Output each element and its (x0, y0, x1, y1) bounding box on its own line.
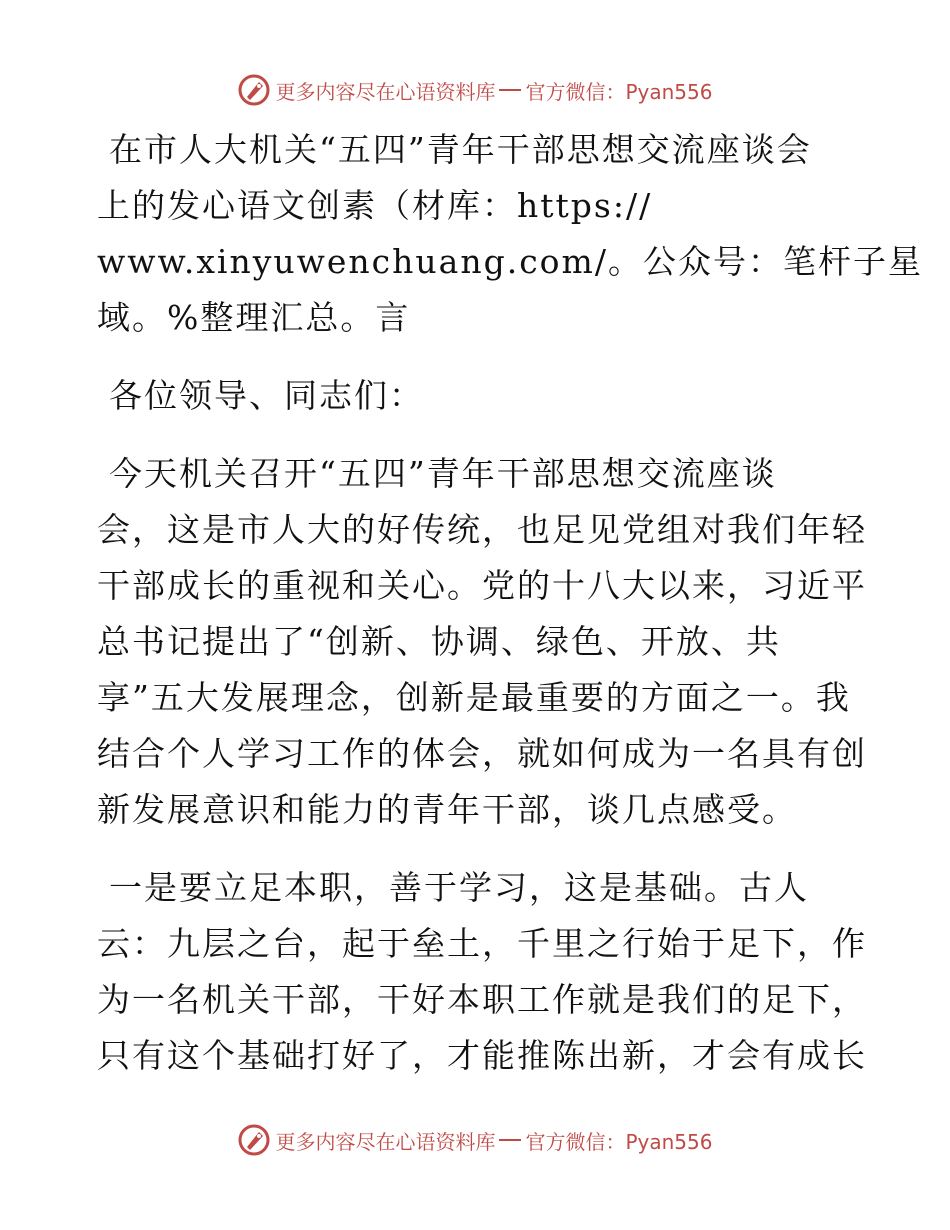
paragraph-line: 今天机关召开“五四”青年干部思想交流座谈 (109, 454, 777, 493)
paragraph-2 (97, 860, 867, 1084)
pen-nib-logo-icon (237, 73, 271, 107)
greeting (97, 368, 857, 424)
document-body (97, 122, 923, 1106)
watermark-separator (499, 89, 521, 91)
paragraph-line: 云：九层之台，起于垒土，千里之行始于足下，作 (97, 924, 867, 963)
greeting-line: 各位领导、同志们： (109, 376, 424, 415)
paragraph-line: 干部成长的重视和关心。党的十八大以来，习近平 (97, 566, 867, 605)
title-line: 上的发心语文创素（材库：https:// (97, 186, 653, 225)
title-line: 在市人大机关“五四”青年干部思想交流座谈会 (109, 130, 812, 169)
paragraph-1 (97, 446, 867, 838)
paragraph-line: 结合个人学习工作的体会，就如何成为一名具有创 (97, 734, 867, 773)
watermark-site-text: 更多内容尽在心语资料库 (275, 1129, 496, 1154)
paragraph-line: 总书记提出了“创新、协调、绿色、开放、共 (97, 622, 781, 661)
title-line: www.xinyuwenchuang.com/。公众号：笔杆子星 (97, 242, 923, 281)
paragraph-line: 一是要立足本职，善于学习，这是基础。古人 (109, 868, 809, 907)
pen-nib-logo-icon (237, 1123, 271, 1157)
paragraph-line: 享”五大发展理念，创新是最重要的方面之一。我 (97, 678, 851, 717)
watermark-banner-top (0, 70, 950, 110)
document-title (97, 122, 923, 346)
paragraph-line: 会，这是市人大的好传统，也足见党组对我们年轻 (97, 510, 867, 549)
paragraph-line: 新发展意识和能力的青年干部，谈几点感受。 (97, 790, 797, 829)
title-line: 域。%整理汇总。言 (97, 298, 411, 337)
watermark-separator (499, 1139, 521, 1141)
watermark-wechat-text: 官方微信：Pyan556 (525, 79, 713, 104)
watermark-banner-bottom (0, 1120, 950, 1160)
watermark-wechat-text: 官方微信：Pyan556 (525, 1129, 713, 1154)
paragraph-line: 只有这个基础打好了，才能推陈出新，才会有成长 (97, 1036, 867, 1075)
paragraph-line: 为一名机关干部，干好本职工作就是我们的足下， (97, 980, 867, 1019)
watermark-site-text: 更多内容尽在心语资料库 (275, 79, 496, 104)
